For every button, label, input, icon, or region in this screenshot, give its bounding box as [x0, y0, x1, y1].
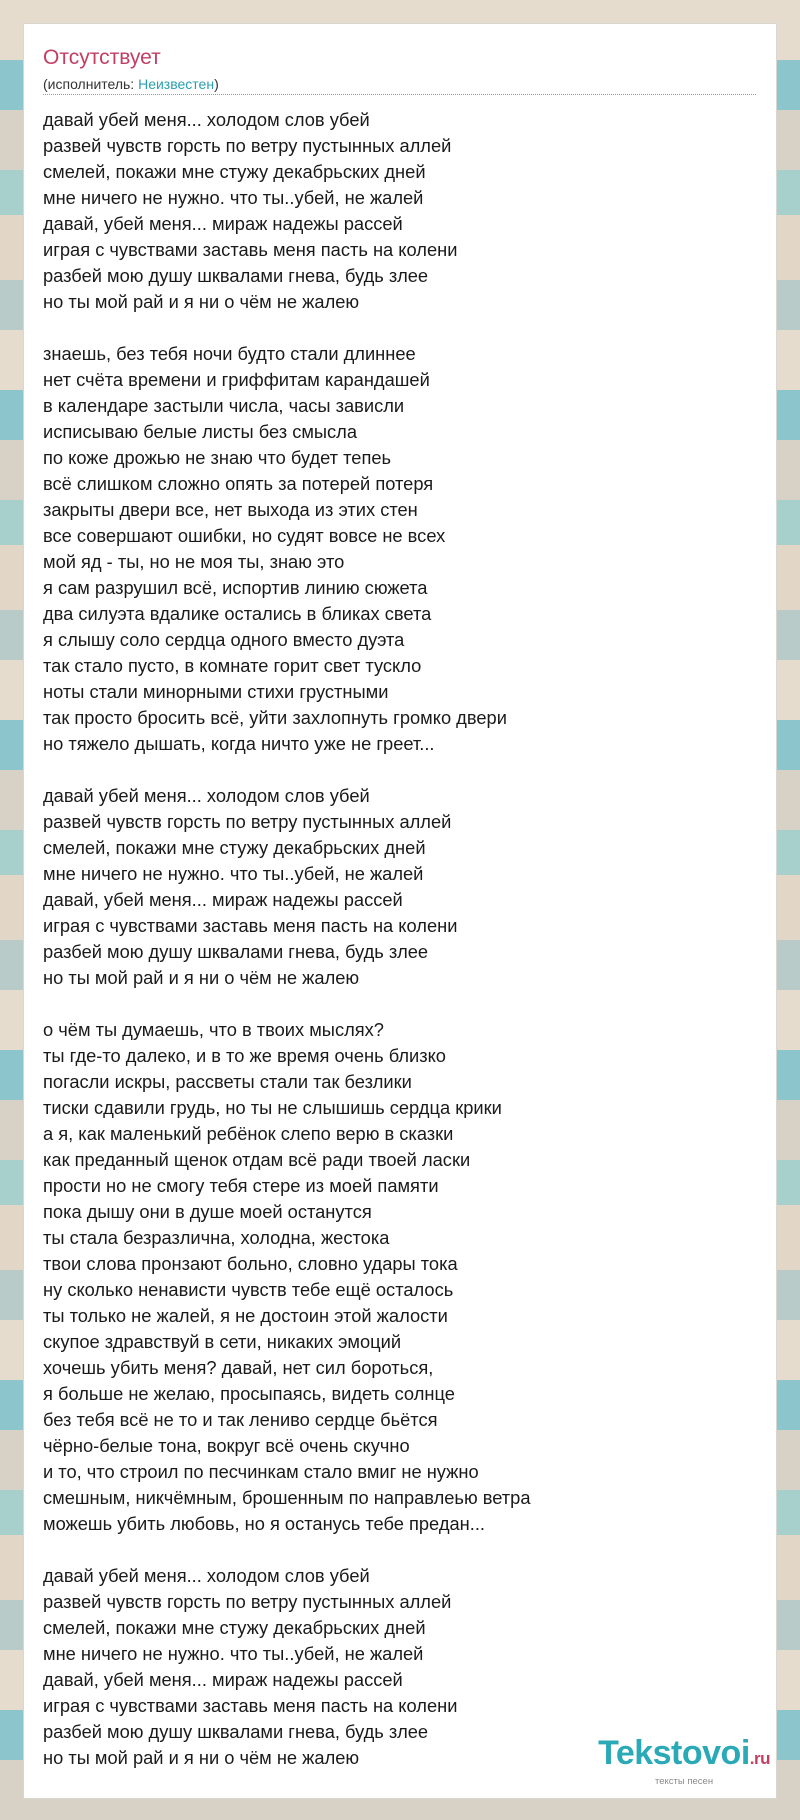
lyrics-line: ты стала безразлична, холодна, жестока: [43, 1227, 390, 1248]
song-title: Отсутствует: [43, 46, 161, 69]
lyrics-line: я слышу соло сердца одного вместо дуэта: [43, 629, 405, 650]
lyrics-line: исписываю белые листы без смысла: [43, 421, 358, 442]
lyrics-line: чёрно-белые тона, вокруг всё очень скучно: [43, 1435, 410, 1456]
lyrics-line: давай, убей меня... мираж надежы рассей: [43, 889, 403, 910]
performer-link[interactable]: Неизвестен: [138, 76, 215, 92]
lyrics-line: давай убей меня... холодом слов убей: [43, 785, 370, 806]
performer-line: [43, 76, 219, 92]
lyrics-line: все совершают ошибки, но судят вовсе не всех: [43, 525, 446, 546]
lyrics-line: ты только не жалей, я не достоин этой жалости: [43, 1305, 448, 1326]
lyrics-line: так просто бросить всё, уйти захлопнуть громко двери: [43, 707, 507, 728]
lyrics-line: по коже дрожью не знаю что будет тепеь: [43, 447, 392, 468]
lyrics-line: разбей мою душу шквалами гнева, будь злее: [43, 265, 429, 286]
title-divider: [43, 94, 756, 95]
logo-tld: .ru: [749, 1749, 770, 1768]
lyrics-line: я больше не желаю, просыпаясь, видеть солнце: [43, 1383, 455, 1404]
lyrics-line: в календаре застыли числа, часы зависли: [43, 395, 405, 416]
lyrics-line: ты где-то далеко, и в то же время очень близко: [43, 1045, 446, 1066]
lyrics-line: но ты мой рай и я ни о чём не жалею: [43, 1747, 360, 1768]
lyrics-line: я сам разрушил всё, испортив линию сюжета: [43, 577, 428, 598]
lyrics-line: смешным, никчёмным, брошенным по направлеью ветра: [43, 1487, 531, 1508]
lyrics-card: [23, 23, 777, 1799]
lyrics-line: погасли искры, рассветы стали так безлики: [43, 1071, 412, 1092]
lyrics-line: но ты мой рай и я ни о чём не жалею: [43, 967, 360, 988]
lyrics-line: нет счёта времени и гриффитам карандашей: [43, 369, 430, 390]
lyrics-line: мне ничего не нужно. что ты..убей, не жалей: [43, 863, 424, 884]
lyrics-line: но ты мой рай и я ни о чём не жалею: [43, 291, 360, 312]
lyrics-line: смелей, покажи мне стужу декабрьских дней: [43, 1617, 426, 1638]
site-logo[interactable]: [598, 1736, 770, 1787]
lyrics-line: так стало пусто, в комнате горит свет тускло: [43, 655, 422, 676]
logo-wordmark: [598, 1736, 770, 1776]
lyrics-line: без тебя всё не то и так лениво сердце бьётся: [43, 1409, 438, 1430]
lyrics-text: [43, 107, 743, 1771]
lyrics-line: два силуэта вдалике остались в бликах света: [43, 603, 432, 624]
lyrics-line: закрыты двери все, нет выхода из этих стен: [43, 499, 418, 520]
logo-name: Tekstovoi: [598, 1734, 750, 1772]
lyrics-line: развей чувств горсть по ветру пустынных аллей: [43, 811, 452, 832]
lyrics-line: прости но не смогу тебя стере из моей памяти: [43, 1175, 439, 1196]
lyrics-line: пока дышу они в душе моей останутся: [43, 1201, 372, 1222]
lyrics-line: но тяжело дышать, когда ничто уже не греет...: [43, 733, 435, 754]
lyrics-line: развей чувств горсть по ветру пустынных аллей: [43, 1591, 452, 1612]
lyrics-line: играя с чувствами заставь меня пасть на колени: [43, 915, 458, 936]
lyrics-line: давай убей меня... холодом слов убей: [43, 1565, 370, 1586]
performer-prefix: (исполнитель:: [43, 76, 139, 92]
lyrics-line: смелей, покажи мне стужу декабрьских дней: [43, 161, 426, 182]
lyrics-line: знаешь, без тебя ночи будто стали длиннее: [43, 343, 416, 364]
lyrics-line: ну сколько ненависти чувств тебе ещё осталось: [43, 1279, 454, 1300]
lyrics-line: давай, убей меня... мираж надежы рассей: [43, 1669, 403, 1690]
lyrics-line: и то, что строил по песчинкам стало вмиг не нужно: [43, 1461, 479, 1482]
lyrics-line: мой яд - ты, но не моя ты, знаю это: [43, 551, 345, 572]
lyrics-line: играя с чувствами заставь меня пасть на колени: [43, 239, 458, 260]
lyrics-line: можешь убить любовь, но я останусь тебе предан...: [43, 1513, 485, 1534]
performer-suffix: ): [214, 76, 219, 92]
lyrics-line: а я, как маленький ребёнок слепо верю в сказки: [43, 1123, 454, 1144]
lyrics-line: твои слова пронзают больно, словно удары тока: [43, 1253, 458, 1274]
lyrics-line: разбей мою душу шквалами гнева, будь злее: [43, 1721, 429, 1742]
lyrics-line: как преданный щенок отдам всё ради твоей ласки: [43, 1149, 471, 1170]
lyrics-line: развей чувств горсть по ветру пустынных аллей: [43, 135, 452, 156]
lyrics-line: скупое здравствуй в сети, никаких эмоций: [43, 1331, 402, 1352]
lyrics-line: мне ничего не нужно. что ты..убей, не жалей: [43, 187, 424, 208]
lyrics-line: хочешь убить меня? давай, нет сил бороться,: [43, 1357, 434, 1378]
lyrics-line: всё слишком сложно опять за потерей потеря: [43, 473, 434, 494]
lyrics-line: ноты стали минорными стихи грустными: [43, 681, 389, 702]
lyrics-line: смелей, покажи мне стужу декабрьских дней: [43, 837, 426, 858]
lyrics-line: давай, убей меня... мираж надежы рассей: [43, 213, 403, 234]
lyrics-stanza: [43, 1017, 743, 1537]
lyrics-line: о чём ты думаешь, что в твоих мыслях?: [43, 1019, 384, 1040]
lyrics-line: давай убей меня... холодом слов убей: [43, 109, 370, 130]
lyrics-line: мне ничего не нужно. что ты..убей, не жалей: [43, 1643, 424, 1664]
lyrics-line: играя с чувствами заставь меня пасть на колени: [43, 1695, 458, 1716]
lyrics-line: разбей мою душу шквалами гнева, будь злее: [43, 941, 429, 962]
lyrics-stanza: [43, 107, 743, 315]
logo-tagline: тексты песен: [655, 1776, 714, 1787]
lyrics-line: тиски сдавили грудь, но ты не слышишь сердца крики: [43, 1097, 502, 1118]
lyrics-stanza: [43, 783, 743, 991]
lyrics-stanza: [43, 341, 743, 757]
